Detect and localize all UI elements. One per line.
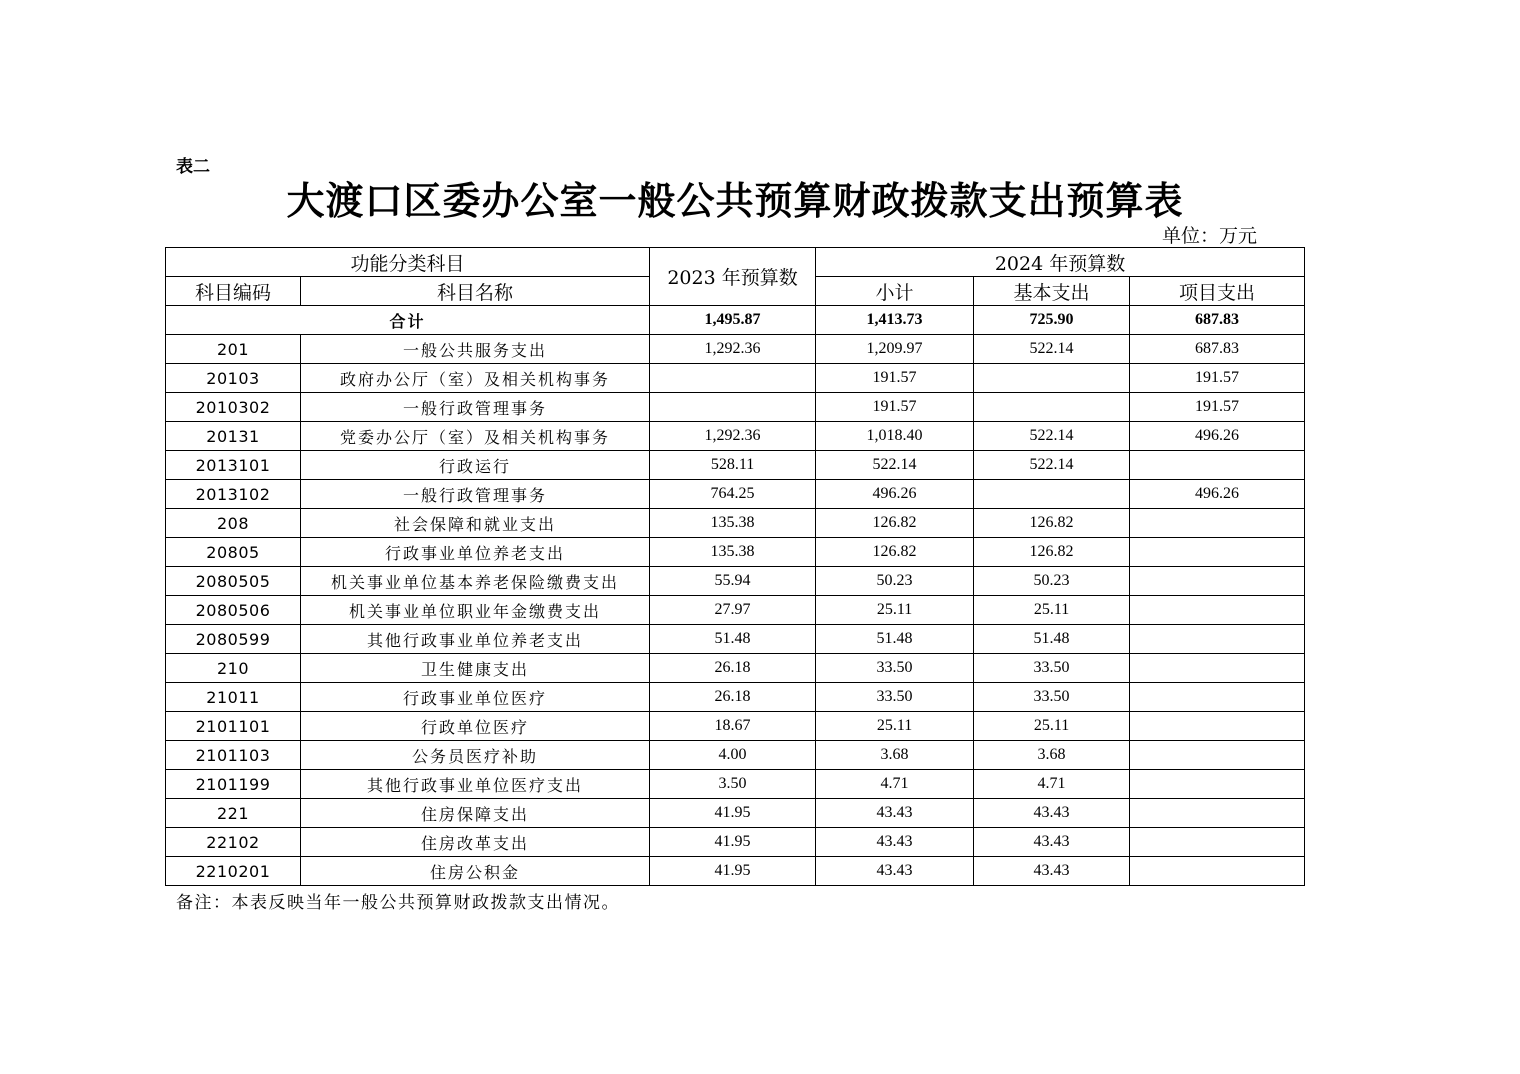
row-name: 其他行政事业单位医疗支出 (301, 770, 650, 799)
row-code: 21011 (166, 683, 301, 712)
table-row (166, 538, 1305, 567)
row-2023: 18.67 (650, 712, 816, 741)
row-subtotal: 3.68 (816, 741, 974, 770)
row-2023: 135.38 (650, 509, 816, 538)
row-code: 2101199 (166, 770, 301, 799)
row-project (1130, 770, 1305, 799)
row-subtotal: 126.82 (816, 538, 974, 567)
row-code: 210 (166, 654, 301, 683)
table-row (166, 480, 1305, 509)
row-project: 191.57 (1130, 364, 1305, 393)
row-project (1130, 683, 1305, 712)
row-subtotal: 4.71 (816, 770, 974, 799)
row-basic: 43.43 (974, 799, 1130, 828)
row-2023: 528.11 (650, 451, 816, 480)
row-2023: 764.25 (650, 480, 816, 509)
row-subtotal: 43.43 (816, 828, 974, 857)
row-2023: 135.38 (650, 538, 816, 567)
row-2023 (650, 364, 816, 393)
total-2023: 1,495.87 (650, 306, 816, 335)
table-row (166, 596, 1305, 625)
row-code: 2101101 (166, 712, 301, 741)
row-code: 2101103 (166, 741, 301, 770)
row-name: 行政事业单位医疗 (301, 683, 650, 712)
row-code: 2080599 (166, 625, 301, 654)
total-project: 687.83 (1130, 306, 1305, 335)
row-basic: 33.50 (974, 654, 1130, 683)
row-subtotal: 126.82 (816, 509, 974, 538)
row-basic: 522.14 (974, 335, 1130, 364)
row-name: 一般行政管理事务 (301, 480, 650, 509)
table-row (166, 712, 1305, 741)
row-code: 2080505 (166, 567, 301, 596)
row-subtotal: 1,209.97 (816, 335, 974, 364)
table-row (166, 625, 1305, 654)
row-name: 住房改革支出 (301, 828, 650, 857)
row-code: 2013102 (166, 480, 301, 509)
header-function-group: 功能分类科目 (166, 248, 650, 277)
row-name: 一般公共服务支出 (301, 335, 650, 364)
row-basic: 3.68 (974, 741, 1130, 770)
row-project (1130, 712, 1305, 741)
row-2023: 1,292.36 (650, 335, 816, 364)
row-project (1130, 596, 1305, 625)
row-basic: 522.14 (974, 451, 1130, 480)
total-subtotal: 1,413.73 (816, 306, 974, 335)
unit-label: 单位：万元 (1162, 225, 1258, 247)
row-name: 社会保障和就业支出 (301, 509, 650, 538)
table-label: 表二 (176, 157, 210, 177)
row-subtotal: 522.14 (816, 451, 974, 480)
row-project (1130, 741, 1305, 770)
row-2023: 27.97 (650, 596, 816, 625)
row-name: 卫生健康支出 (301, 654, 650, 683)
table-row (166, 364, 1305, 393)
table-row (166, 422, 1305, 451)
page-title: 大渡口区委办公室一般公共预算财政拨款支出预算表 (286, 178, 1184, 223)
row-basic: 51.48 (974, 625, 1130, 654)
table-row (166, 451, 1305, 480)
row-code: 2210201 (166, 857, 301, 886)
row-name: 一般行政管理事务 (301, 393, 650, 422)
row-project (1130, 654, 1305, 683)
table-row (166, 654, 1305, 683)
row-subtotal: 51.48 (816, 625, 974, 654)
row-name: 机关事业单位基本养老保险缴费支出 (301, 567, 650, 596)
table-body (166, 306, 1305, 886)
table-row (166, 741, 1305, 770)
row-project (1130, 857, 1305, 886)
table-row (166, 567, 1305, 596)
table-row (166, 799, 1305, 828)
table-row (166, 857, 1305, 886)
row-basic: 25.11 (974, 712, 1130, 741)
row-basic (974, 393, 1130, 422)
total-basic: 725.90 (974, 306, 1130, 335)
row-basic: 33.50 (974, 683, 1130, 712)
row-2023: 3.50 (650, 770, 816, 799)
row-name: 公务员医疗补助 (301, 741, 650, 770)
row-project: 496.26 (1130, 422, 1305, 451)
header-project: 项目支出 (1130, 277, 1305, 306)
header-row-1 (166, 248, 1305, 277)
row-subtotal: 191.57 (816, 364, 974, 393)
row-subtotal: 25.11 (816, 712, 974, 741)
row-code: 2013101 (166, 451, 301, 480)
row-code: 2010302 (166, 393, 301, 422)
row-project (1130, 538, 1305, 567)
row-subtotal: 43.43 (816, 799, 974, 828)
table-row (166, 683, 1305, 712)
row-name: 政府办公厅（室）及相关机构事务 (301, 364, 650, 393)
table-row (166, 335, 1305, 364)
row-2023: 41.95 (650, 799, 816, 828)
row-subtotal: 33.50 (816, 654, 974, 683)
row-2023: 26.18 (650, 683, 816, 712)
row-project: 687.83 (1130, 335, 1305, 364)
total-label: 合计 (166, 306, 650, 335)
total-row (166, 306, 1305, 335)
row-project: 191.57 (1130, 393, 1305, 422)
row-project: 496.26 (1130, 480, 1305, 509)
footnote: 备注：本表反映当年一般公共预算财政拨款支出情况。 (176, 893, 620, 913)
row-code: 20805 (166, 538, 301, 567)
row-project (1130, 509, 1305, 538)
row-project (1130, 451, 1305, 480)
row-name: 行政运行 (301, 451, 650, 480)
row-code: 22102 (166, 828, 301, 857)
row-name: 住房保障支出 (301, 799, 650, 828)
header-2024-group: 2024 年预算数 (816, 248, 1305, 277)
row-basic: 43.43 (974, 828, 1130, 857)
table-row (166, 770, 1305, 799)
row-subtotal: 50.23 (816, 567, 974, 596)
row-2023: 1,292.36 (650, 422, 816, 451)
row-subtotal: 25.11 (816, 596, 974, 625)
row-name: 机关事业单位职业年金缴费支出 (301, 596, 650, 625)
table-row (166, 393, 1305, 422)
row-name: 行政事业单位养老支出 (301, 538, 650, 567)
row-code: 2080506 (166, 596, 301, 625)
row-basic: 50.23 (974, 567, 1130, 596)
row-project (1130, 799, 1305, 828)
row-subtotal: 43.43 (816, 857, 974, 886)
row-2023: 41.95 (650, 828, 816, 857)
header-name: 科目名称 (301, 277, 650, 306)
row-name: 党委办公厅（室）及相关机构事务 (301, 422, 650, 451)
row-subtotal: 191.57 (816, 393, 974, 422)
row-subtotal: 33.50 (816, 683, 974, 712)
row-2023 (650, 393, 816, 422)
budget-table (165, 247, 1305, 886)
row-project (1130, 567, 1305, 596)
row-basic: 4.71 (974, 770, 1130, 799)
row-2023: 55.94 (650, 567, 816, 596)
row-2023: 4.00 (650, 741, 816, 770)
row-basic (974, 480, 1130, 509)
header-subtotal: 小计 (816, 277, 974, 306)
row-basic: 522.14 (974, 422, 1130, 451)
row-basic (974, 364, 1130, 393)
row-2023: 26.18 (650, 654, 816, 683)
row-basic: 126.82 (974, 538, 1130, 567)
header-2023-budget: 2023 年预算数 (650, 248, 816, 306)
row-code: 20103 (166, 364, 301, 393)
row-name: 行政单位医疗 (301, 712, 650, 741)
row-subtotal: 496.26 (816, 480, 974, 509)
row-basic: 25.11 (974, 596, 1130, 625)
header-basic: 基本支出 (974, 277, 1130, 306)
row-name: 住房公积金 (301, 857, 650, 886)
row-code: 221 (166, 799, 301, 828)
row-code: 20131 (166, 422, 301, 451)
row-code: 201 (166, 335, 301, 364)
table-row (166, 509, 1305, 538)
row-project (1130, 828, 1305, 857)
row-project (1130, 625, 1305, 654)
row-basic: 43.43 (974, 857, 1130, 886)
row-name: 其他行政事业单位养老支出 (301, 625, 650, 654)
header-code: 科目编码 (166, 277, 301, 306)
row-2023: 41.95 (650, 857, 816, 886)
table-row (166, 828, 1305, 857)
row-basic: 126.82 (974, 509, 1130, 538)
row-2023: 51.48 (650, 625, 816, 654)
row-code: 208 (166, 509, 301, 538)
row-subtotal: 1,018.40 (816, 422, 974, 451)
